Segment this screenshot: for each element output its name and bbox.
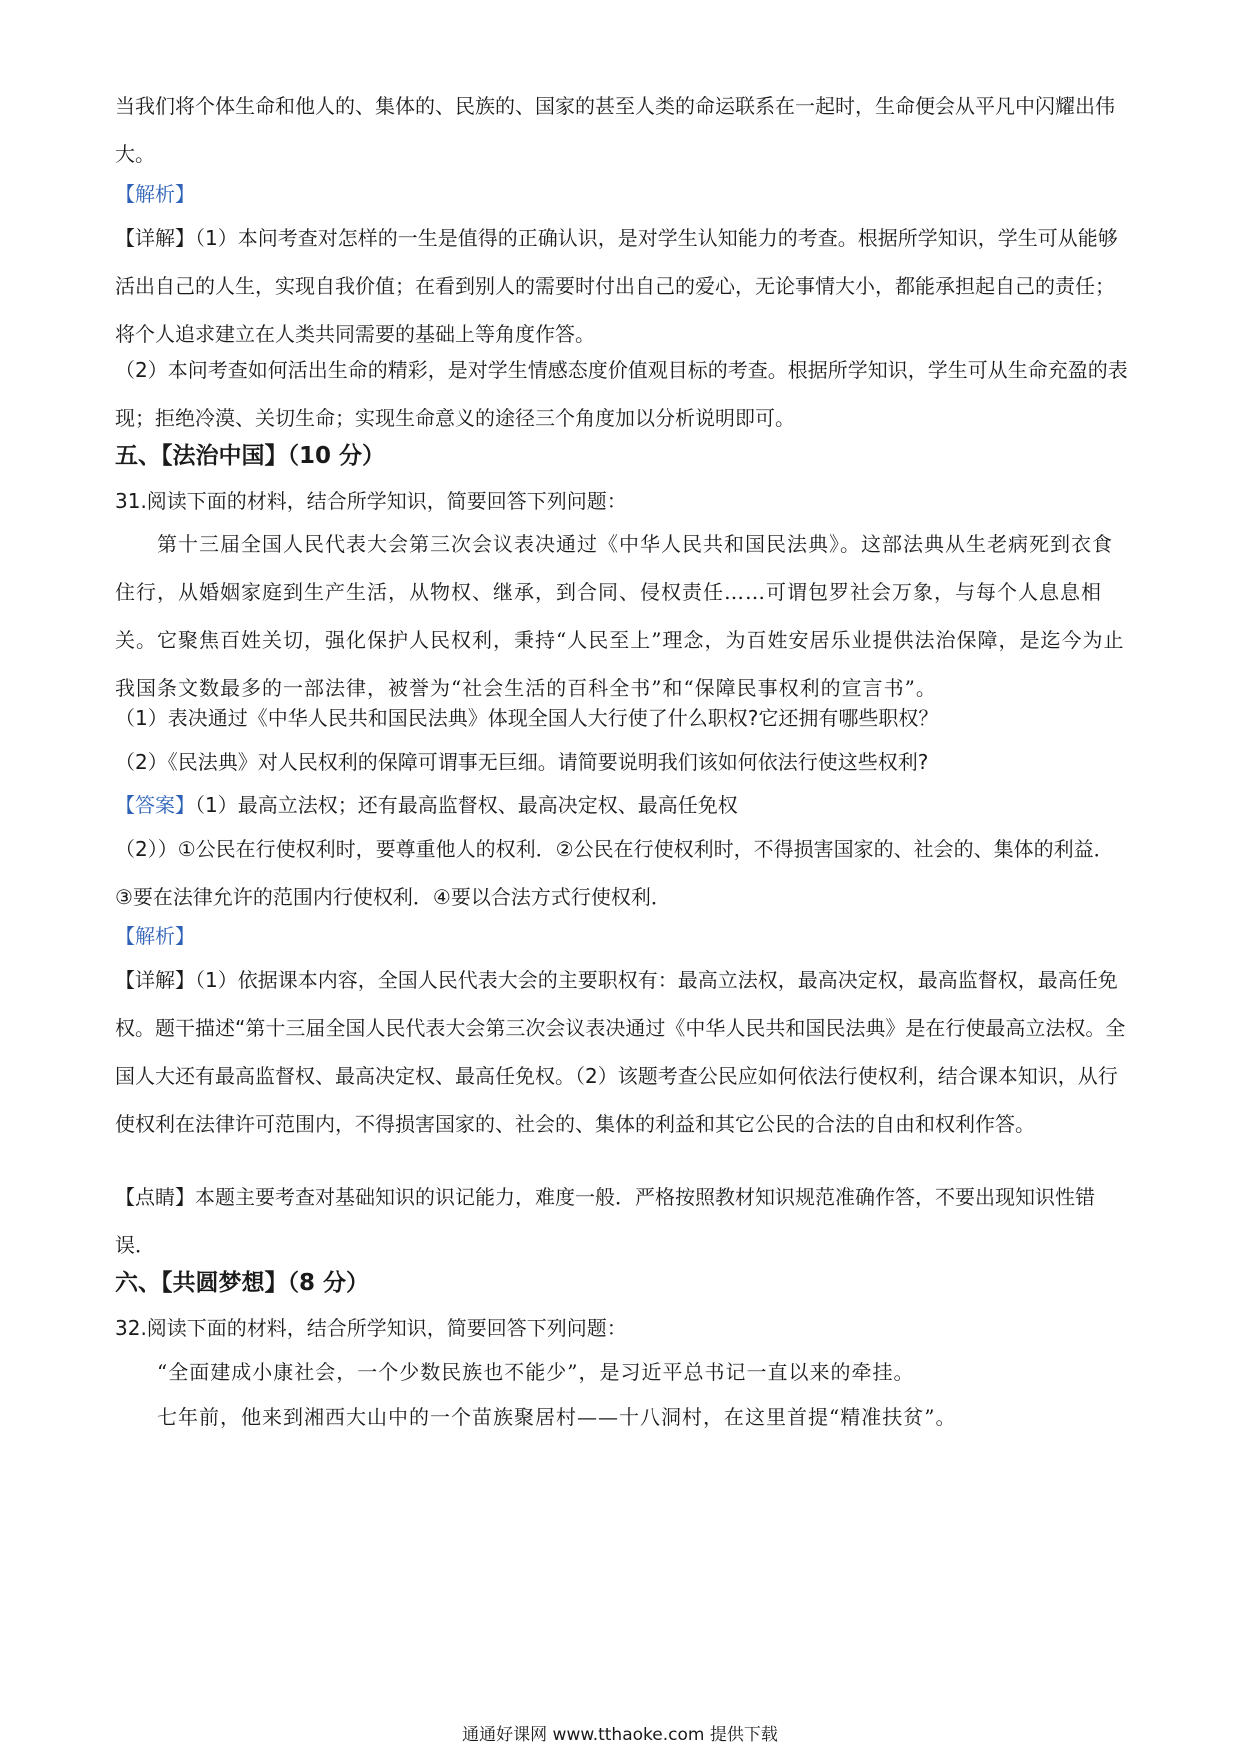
question-31-part-2: （2）《民法典》对人民权利的保障可谓事无巨细。请简要说明我们该如何依法行使这些权利? xyxy=(115,750,929,774)
analysis-label: 【解析】 xyxy=(115,924,195,948)
material-32-line-2: 七年前，他来到湘西大山中的一个苗族聚居村——十八洞村，在这里首提“精准扶贫”。 xyxy=(157,1405,957,1429)
detail-text-1: （1）本问考查对怎样的一生是值得的正确认识，是对学生认知能力的考查。根据所学知识，学生可从能够活出自己的人生，实现自我价值；在看到别人的需要时付出自己的爱心，无论事情大小，都能承担起自己的责任；将个人追求建立在人类共同需要的基础上等角度作答。 xyxy=(115,226,1118,346)
question-32: 32.阅读下面的材料，结合所学知识，简要回答下列问题： xyxy=(115,1316,627,1340)
analysis-tag-1 xyxy=(115,170,1130,218)
question-31: 31.阅读下面的材料，结合所学知识，简要回答下列问题： xyxy=(115,489,627,513)
answer-31-part-2: （2））①公民在行使权利时，要尊重他人的权利．②公民在行使权利时，不得损害国家的、社会的、集体的利益．③要在法律允许的范围内行使权利．④要以合法方式行使权利． xyxy=(115,837,1114,909)
detail-paragraph-31 xyxy=(115,956,1130,1148)
detail-text-31: （1）依据课本内容，全国人民代表大会的主要职权有：最高立法权，最高决定权，最高监督权，最高任免权。题干描述“第十三届全国人民代表大会第三次会议表决通过《中华人民共和国民法典》是在行使最高立法权。全国人大还有最高监督权、最高决定权、最高任免权。（2）该题考查公民应如何依法行使权利，结合课本知识，从行使权利在法律许可范围内，不得损害国家的、社会的、集体的利益和其它公民的合法的自由和权利作答。 xyxy=(115,968,1126,1136)
section-heading-6: 六、【共圆梦想】（8 分） xyxy=(115,1270,370,1296)
answer-31-part-1 xyxy=(115,781,1130,829)
analysis-label: 【解析】 xyxy=(115,182,195,206)
intro-paragraph: 当我们将个体生命和他人的、集体的、民族的、国家的甚至人类的命运联系在一起时，生命便会从平凡中闪耀出伟大。 xyxy=(115,94,1115,166)
detail-paragraph-2: （2）本问考查如何活出生命的精彩，是对学生情感态度价值观目标的考查。根据所学知识，学生可从生命充盈的表现；拒绝冷漠、关切生命；实现生命意义的途径三个角度加以分析说明即可。 xyxy=(115,358,1128,430)
question-31-part-1: （1）表决通过《中华人民共和国民法典》体现全国人大行使了什么职权?它还拥有哪些职权？ xyxy=(115,706,939,730)
detail-paragraph-1 xyxy=(115,214,1130,358)
material-31: 第十三届全国人民代表大会第三次会议表决通过《中华人民共和国民法典》。这部法典从生老病死到衣食住行，从婚姻家庭到生产生活，从物权、继承，到合同、侵权责任……可谓包罗社会万象，与每个人息息相关。它聚焦百姓关切，强化保护人民权利，秉持“人民至上”理念，为百姓安居乐业提供法治保障，是迄今为止我国条文数最多的一部法律，被誉为“社会生活的百科全书”和“保障民事权利的宣言书”。 xyxy=(115,532,1125,700)
page-footer: 通通好课网 www.tthaoke.com 提供下载 xyxy=(462,1725,778,1745)
answer-label: 【答案】 xyxy=(115,793,195,817)
section-heading-5: 五、【法治中国】（10 分） xyxy=(115,443,386,469)
comment-label: 【点睛】 xyxy=(115,1185,195,1209)
comment-paragraph-31 xyxy=(115,1173,1130,1269)
analysis-tag-2 xyxy=(115,912,1130,960)
detail-label: 【详解】 xyxy=(115,226,195,250)
comment-text-31: 本题主要考查对基础知识的识记能力，难度一般．严格按照教材知识规范准确作答，不要出现知识性错误． xyxy=(115,1185,1095,1257)
answer-text-1: （1）最高立法权；还有最高监督权、最高决定权、最高任免权 xyxy=(195,793,738,817)
detail-label: 【详解】 xyxy=(115,968,195,992)
material-32-line-1: “全面建成小康社会，一个少数民族也不能少”，是习近平总书记一直以来的牵挂。 xyxy=(157,1360,915,1384)
